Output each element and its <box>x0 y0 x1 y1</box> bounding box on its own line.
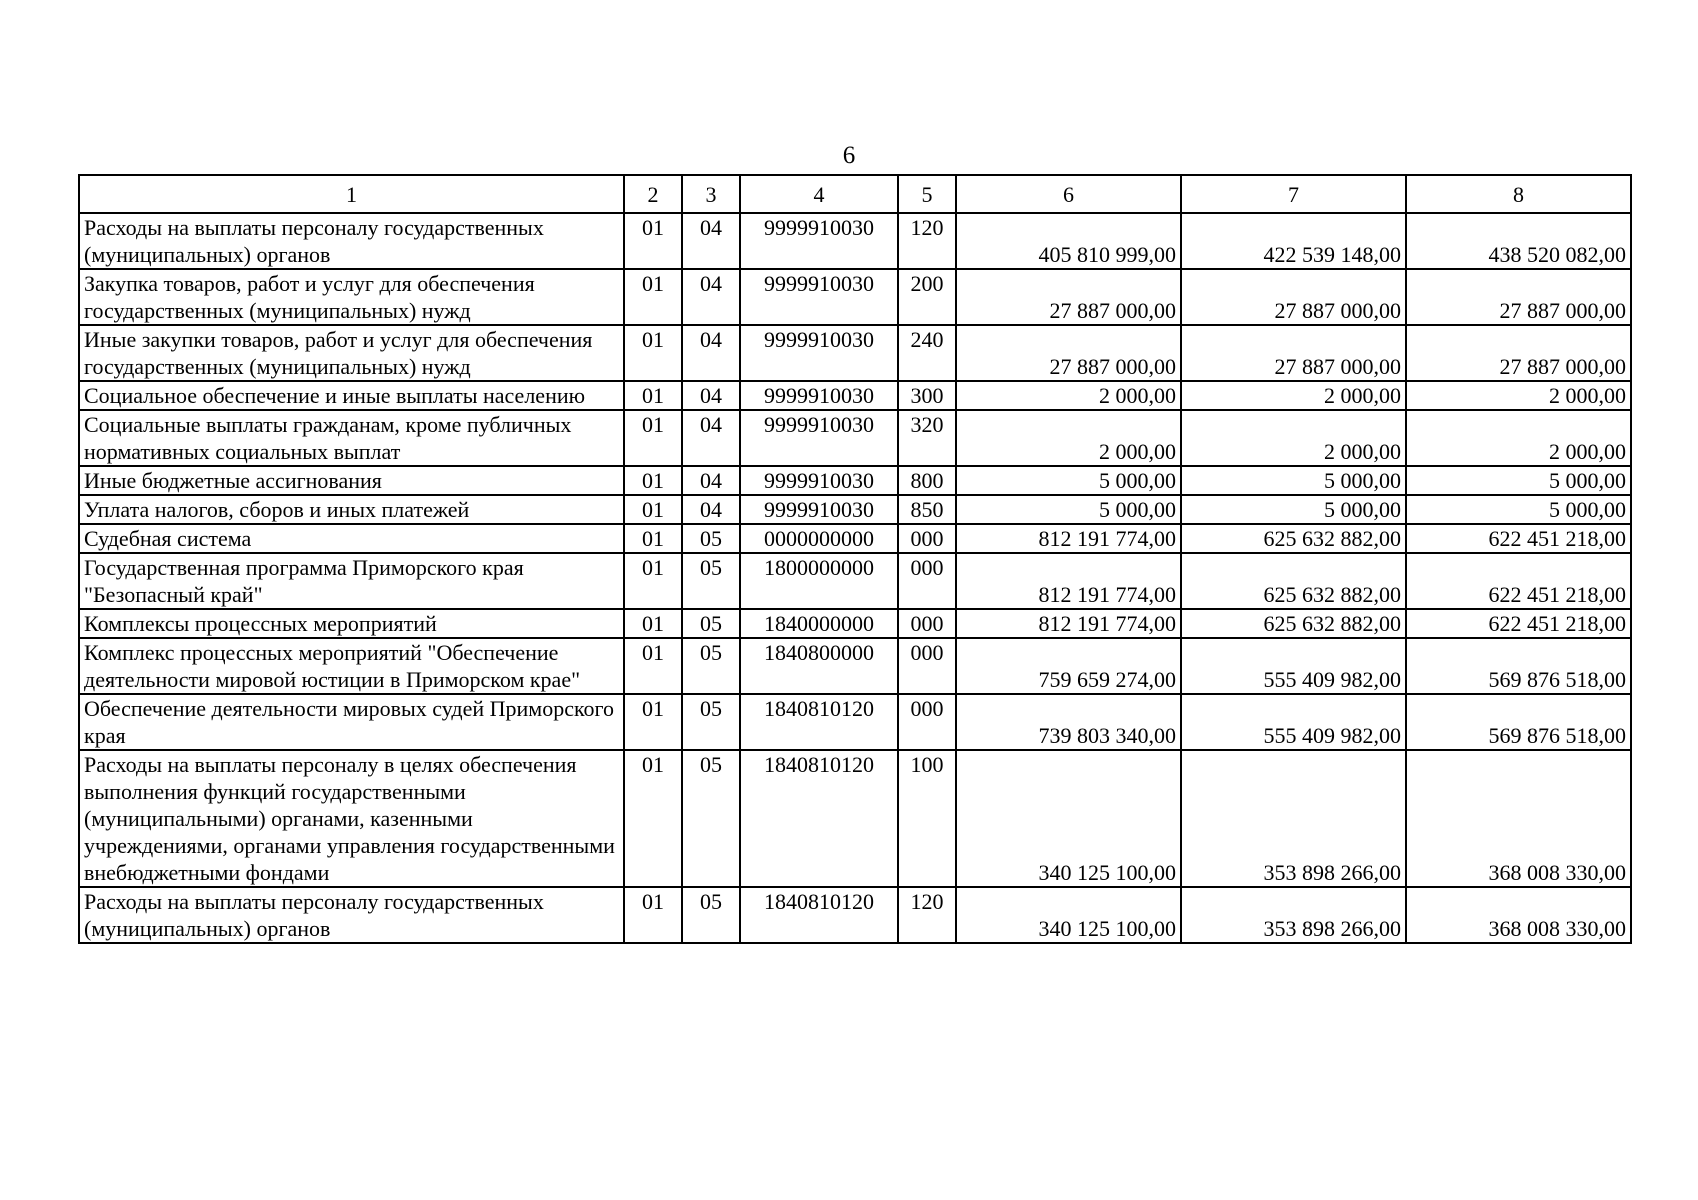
amount-col-8-cell: 27 887 000,00 <box>1406 269 1631 325</box>
header-col-3: 3 <box>682 175 740 213</box>
expense-name-cell: Судебная система <box>79 524 624 553</box>
header-col-2: 2 <box>624 175 682 213</box>
table-row <box>79 325 1631 381</box>
amount-col-8-cell: 5 000,00 <box>1406 495 1631 524</box>
subsection-code-cell: 05 <box>682 694 740 750</box>
table-row <box>79 524 1631 553</box>
table-row <box>79 213 1631 269</box>
expense-type-code-cell: 100 <box>898 750 956 887</box>
header-col-5: 5 <box>898 175 956 213</box>
header-col-4: 4 <box>740 175 898 213</box>
amount-col-6-cell: 2 000,00 <box>956 381 1181 410</box>
budget-table <box>78 174 1632 944</box>
subsection-code-cell: 05 <box>682 524 740 553</box>
amount-col-8-cell: 27 887 000,00 <box>1406 325 1631 381</box>
expense-name-cell: Расходы на выплаты персоналу в целях обеспечения выполнения функций государственными (муниципальными) органами, казенными учреждениями, органами управления государственными внебюджетными фондами <box>79 750 624 887</box>
section-code-cell: 01 <box>624 495 682 524</box>
expense-type-code-cell: 120 <box>898 213 956 269</box>
table-row <box>79 381 1631 410</box>
subsection-code-cell: 04 <box>682 325 740 381</box>
section-code-cell: 01 <box>624 638 682 694</box>
amount-col-8-cell: 2 000,00 <box>1406 381 1631 410</box>
expense-name-cell: Комплекс процессных мероприятий "Обеспечение деятельности мировой юстиции в Приморском крае" <box>79 638 624 694</box>
expense-name-cell: Комплексы процессных мероприятий <box>79 609 624 638</box>
table-row <box>79 466 1631 495</box>
amount-col-6-cell: 2 000,00 <box>956 410 1181 466</box>
target-code-cell: 0000000000 <box>740 524 898 553</box>
amount-col-6-cell: 812 191 774,00 <box>956 609 1181 638</box>
subsection-code-cell: 05 <box>682 887 740 943</box>
amount-col-8-cell: 368 008 330,00 <box>1406 750 1631 887</box>
expense-name-cell: Государственная программа Приморского края "Безопасный край" <box>79 553 624 609</box>
amount-col-7-cell: 27 887 000,00 <box>1181 269 1406 325</box>
subsection-code-cell: 04 <box>682 410 740 466</box>
amount-col-6-cell: 27 887 000,00 <box>956 325 1181 381</box>
amount-col-6-cell: 340 125 100,00 <box>956 887 1181 943</box>
header-row <box>79 175 1631 213</box>
section-code-cell: 01 <box>624 466 682 495</box>
section-code-cell: 01 <box>624 524 682 553</box>
target-code-cell: 9999910030 <box>740 269 898 325</box>
amount-col-8-cell: 622 451 218,00 <box>1406 553 1631 609</box>
section-code-cell: 01 <box>624 213 682 269</box>
subsection-code-cell: 05 <box>682 638 740 694</box>
amount-col-8-cell: 2 000,00 <box>1406 410 1631 466</box>
header-col-6: 6 <box>956 175 1181 213</box>
table-row <box>79 638 1631 694</box>
section-code-cell: 01 <box>624 381 682 410</box>
amount-col-6-cell: 739 803 340,00 <box>956 694 1181 750</box>
table-row <box>79 269 1631 325</box>
section-code-cell: 01 <box>624 887 682 943</box>
expense-type-code-cell: 120 <box>898 887 956 943</box>
table-row <box>79 553 1631 609</box>
amount-col-7-cell: 353 898 266,00 <box>1181 887 1406 943</box>
amount-col-7-cell: 5 000,00 <box>1181 495 1406 524</box>
expense-type-code-cell: 000 <box>898 553 956 609</box>
amount-col-8-cell: 622 451 218,00 <box>1406 524 1631 553</box>
section-code-cell: 01 <box>624 750 682 887</box>
amount-col-7-cell: 555 409 982,00 <box>1181 638 1406 694</box>
section-code-cell: 01 <box>624 694 682 750</box>
table-row <box>79 410 1631 466</box>
target-code-cell: 9999910030 <box>740 495 898 524</box>
amount-col-8-cell: 368 008 330,00 <box>1406 887 1631 943</box>
amount-col-6-cell: 759 659 274,00 <box>956 638 1181 694</box>
table-row <box>79 887 1631 943</box>
table-row <box>79 609 1631 638</box>
amount-col-7-cell: 422 539 148,00 <box>1181 213 1406 269</box>
amount-col-8-cell: 5 000,00 <box>1406 466 1631 495</box>
section-code-cell: 01 <box>624 410 682 466</box>
section-code-cell: 01 <box>624 553 682 609</box>
header-col-1: 1 <box>79 175 624 213</box>
amount-col-7-cell: 2 000,00 <box>1181 381 1406 410</box>
amount-col-7-cell: 27 887 000,00 <box>1181 325 1406 381</box>
subsection-code-cell: 04 <box>682 466 740 495</box>
target-code-cell: 1840810120 <box>740 887 898 943</box>
amount-col-6-cell: 812 191 774,00 <box>956 524 1181 553</box>
amount-col-7-cell: 5 000,00 <box>1181 466 1406 495</box>
amount-col-7-cell: 555 409 982,00 <box>1181 694 1406 750</box>
expense-name-cell: Расходы на выплаты персоналу государственных (муниципальных) органов <box>79 887 624 943</box>
table-body <box>79 213 1631 943</box>
expense-name-cell: Уплата налогов, сборов и иных платежей <box>79 495 624 524</box>
expense-name-cell: Иные закупки товаров, работ и услуг для обеспечения государственных (муниципальных) нужд <box>79 325 624 381</box>
target-code-cell: 9999910030 <box>740 325 898 381</box>
target-code-cell: 9999910030 <box>740 466 898 495</box>
expense-name-cell: Расходы на выплаты персоналу государственных (муниципальных) органов <box>79 213 624 269</box>
expense-type-code-cell: 000 <box>898 638 956 694</box>
expense-type-code-cell: 000 <box>898 694 956 750</box>
expense-name-cell: Социальное обеспечение и иные выплаты населению <box>79 381 624 410</box>
target-code-cell: 1840000000 <box>740 609 898 638</box>
expense-type-code-cell: 320 <box>898 410 956 466</box>
amount-col-8-cell: 569 876 518,00 <box>1406 694 1631 750</box>
target-code-cell: 1840800000 <box>740 638 898 694</box>
subsection-code-cell: 05 <box>682 609 740 638</box>
subsection-code-cell: 04 <box>682 213 740 269</box>
amount-col-6-cell: 5 000,00 <box>956 466 1181 495</box>
target-code-cell: 1840810120 <box>740 750 898 887</box>
amount-col-8-cell: 622 451 218,00 <box>1406 609 1631 638</box>
target-code-cell: 1800000000 <box>740 553 898 609</box>
expense-name-cell: Иные бюджетные ассигнования <box>79 466 624 495</box>
amount-col-7-cell: 625 632 882,00 <box>1181 609 1406 638</box>
subsection-code-cell: 04 <box>682 495 740 524</box>
target-code-cell: 1840810120 <box>740 694 898 750</box>
target-code-cell: 9999910030 <box>740 410 898 466</box>
subsection-code-cell: 05 <box>682 750 740 887</box>
table-row <box>79 694 1631 750</box>
subsection-code-cell: 04 <box>682 381 740 410</box>
target-code-cell: 9999910030 <box>740 213 898 269</box>
subsection-code-cell: 05 <box>682 553 740 609</box>
section-code-cell: 01 <box>624 269 682 325</box>
expense-type-code-cell: 850 <box>898 495 956 524</box>
section-code-cell: 01 <box>624 325 682 381</box>
expense-name-cell: Социальные выплаты гражданам, кроме публичных нормативных социальных выплат <box>79 410 624 466</box>
expense-type-code-cell: 000 <box>898 524 956 553</box>
table-row <box>79 750 1631 887</box>
amount-col-6-cell: 340 125 100,00 <box>956 750 1181 887</box>
expense-type-code-cell: 000 <box>898 609 956 638</box>
expense-type-code-cell: 800 <box>898 466 956 495</box>
amount-col-6-cell: 27 887 000,00 <box>956 269 1181 325</box>
amount-col-6-cell: 405 810 999,00 <box>956 213 1181 269</box>
amount-col-7-cell: 625 632 882,00 <box>1181 524 1406 553</box>
expense-type-code-cell: 200 <box>898 269 956 325</box>
expense-name-cell: Обеспечение деятельности мировых судей Приморского края <box>79 694 624 750</box>
section-code-cell: 01 <box>624 609 682 638</box>
page-number: 6 <box>842 142 856 169</box>
amount-col-7-cell: 2 000,00 <box>1181 410 1406 466</box>
table-row <box>79 495 1631 524</box>
header-col-7: 7 <box>1181 175 1406 213</box>
amount-col-8-cell: 569 876 518,00 <box>1406 638 1631 694</box>
expense-name-cell: Закупка товаров, работ и услуг для обеспечения государственных (муниципальных) нужд <box>79 269 624 325</box>
amount-col-7-cell: 625 632 882,00 <box>1181 553 1406 609</box>
expense-type-code-cell: 300 <box>898 381 956 410</box>
amount-col-8-cell: 438 520 082,00 <box>1406 213 1631 269</box>
expense-type-code-cell: 240 <box>898 325 956 381</box>
target-code-cell: 9999910030 <box>740 381 898 410</box>
subsection-code-cell: 04 <box>682 269 740 325</box>
amount-col-6-cell: 5 000,00 <box>956 495 1181 524</box>
amount-col-6-cell: 812 191 774,00 <box>956 553 1181 609</box>
header-col-8: 8 <box>1406 175 1631 213</box>
amount-col-7-cell: 353 898 266,00 <box>1181 750 1406 887</box>
